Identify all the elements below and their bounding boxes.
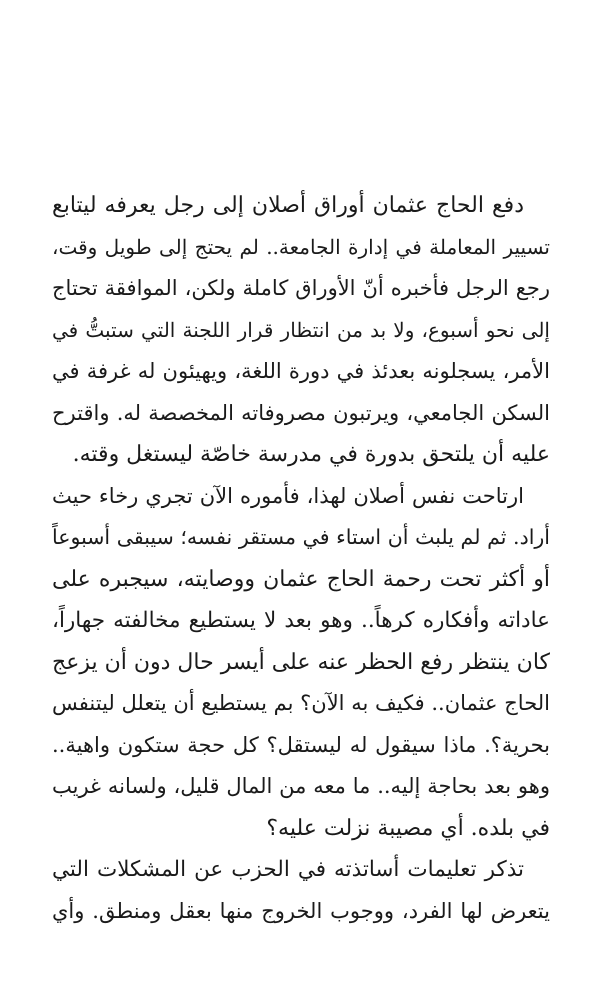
text-line: تسيير المعاملة في إدارة الجامعة.. لم يحتج إلى طويل وقت، <box>52 234 550 259</box>
paragraph-1 <box>52 185 550 476</box>
text-line: تذكر تعليمات أساتذته في الحزب عن المشكلات التي <box>52 857 524 882</box>
text-line: وهو بعد بحاجة إليه.. ما معه من المال قليل، ولسانه غريب <box>52 774 550 798</box>
text-line: بحرية؟. ماذا سيقول له ليستقل؟ كل حجة ستكون واهية.. <box>52 732 550 757</box>
text-line: كان ينتظر رفع الحظر عنه على أيسر حال دون أن يزعج <box>52 649 550 675</box>
text-line: عليه أن يلتحق بدورة في مدرسة خاصّة ليستغل وقته. <box>72 442 550 467</box>
text-line: في بلده. أي مصيبة نزلت عليه؟ <box>266 815 550 841</box>
text-line: عاداته وأفكاره كرهاً.. وهو بعد لا يستطيع مخالفته جهاراً، <box>52 608 550 633</box>
text-line: السكن الجامعي، ويرتبون مصروفاته المخصصة له. واقترح <box>52 400 550 425</box>
body-text <box>52 185 550 932</box>
text-line: يتعرض لها الفرد، ووجوب الخروج منها بعقل ومنطق. وأي <box>52 898 550 923</box>
text-line: ارتاحت نفس أصلان لهذا، فأموره الآن تجري رخاء حيث <box>52 483 524 508</box>
text-line: الأمر، يسجلونه بعدئذ في دورة اللغة، ويهيئون له غرفة في <box>52 359 550 383</box>
text-line: أراد. ثم لم يلبث أن استاء في مستقر نفسه؛ سيبقى أسبوعاً <box>52 525 550 549</box>
text-line: إلى نحو أسبوع، ولا بد من انتظار قرار اللجنة التي ستبتُّ في <box>52 317 550 342</box>
text-line: أو أكثر تحت رحمة الحاج عثمان ووصايته، سيجبره على <box>52 566 550 592</box>
paragraph-3 <box>52 849 550 932</box>
paragraph-2 <box>52 476 550 850</box>
text-line: الحاج عثمان.. فكيف به الآن؟ بم يستطيع أن يتعلل ليتنفس <box>52 691 550 715</box>
text-line: دفع الحاج عثمان أوراق أصلان إلى رجل يعرفه ليتابع <box>52 193 524 218</box>
text-line: رجع الرجل فأخبره أنّ الأوراق كاملة ولكن، الموافقة تحتاج <box>52 276 550 300</box>
